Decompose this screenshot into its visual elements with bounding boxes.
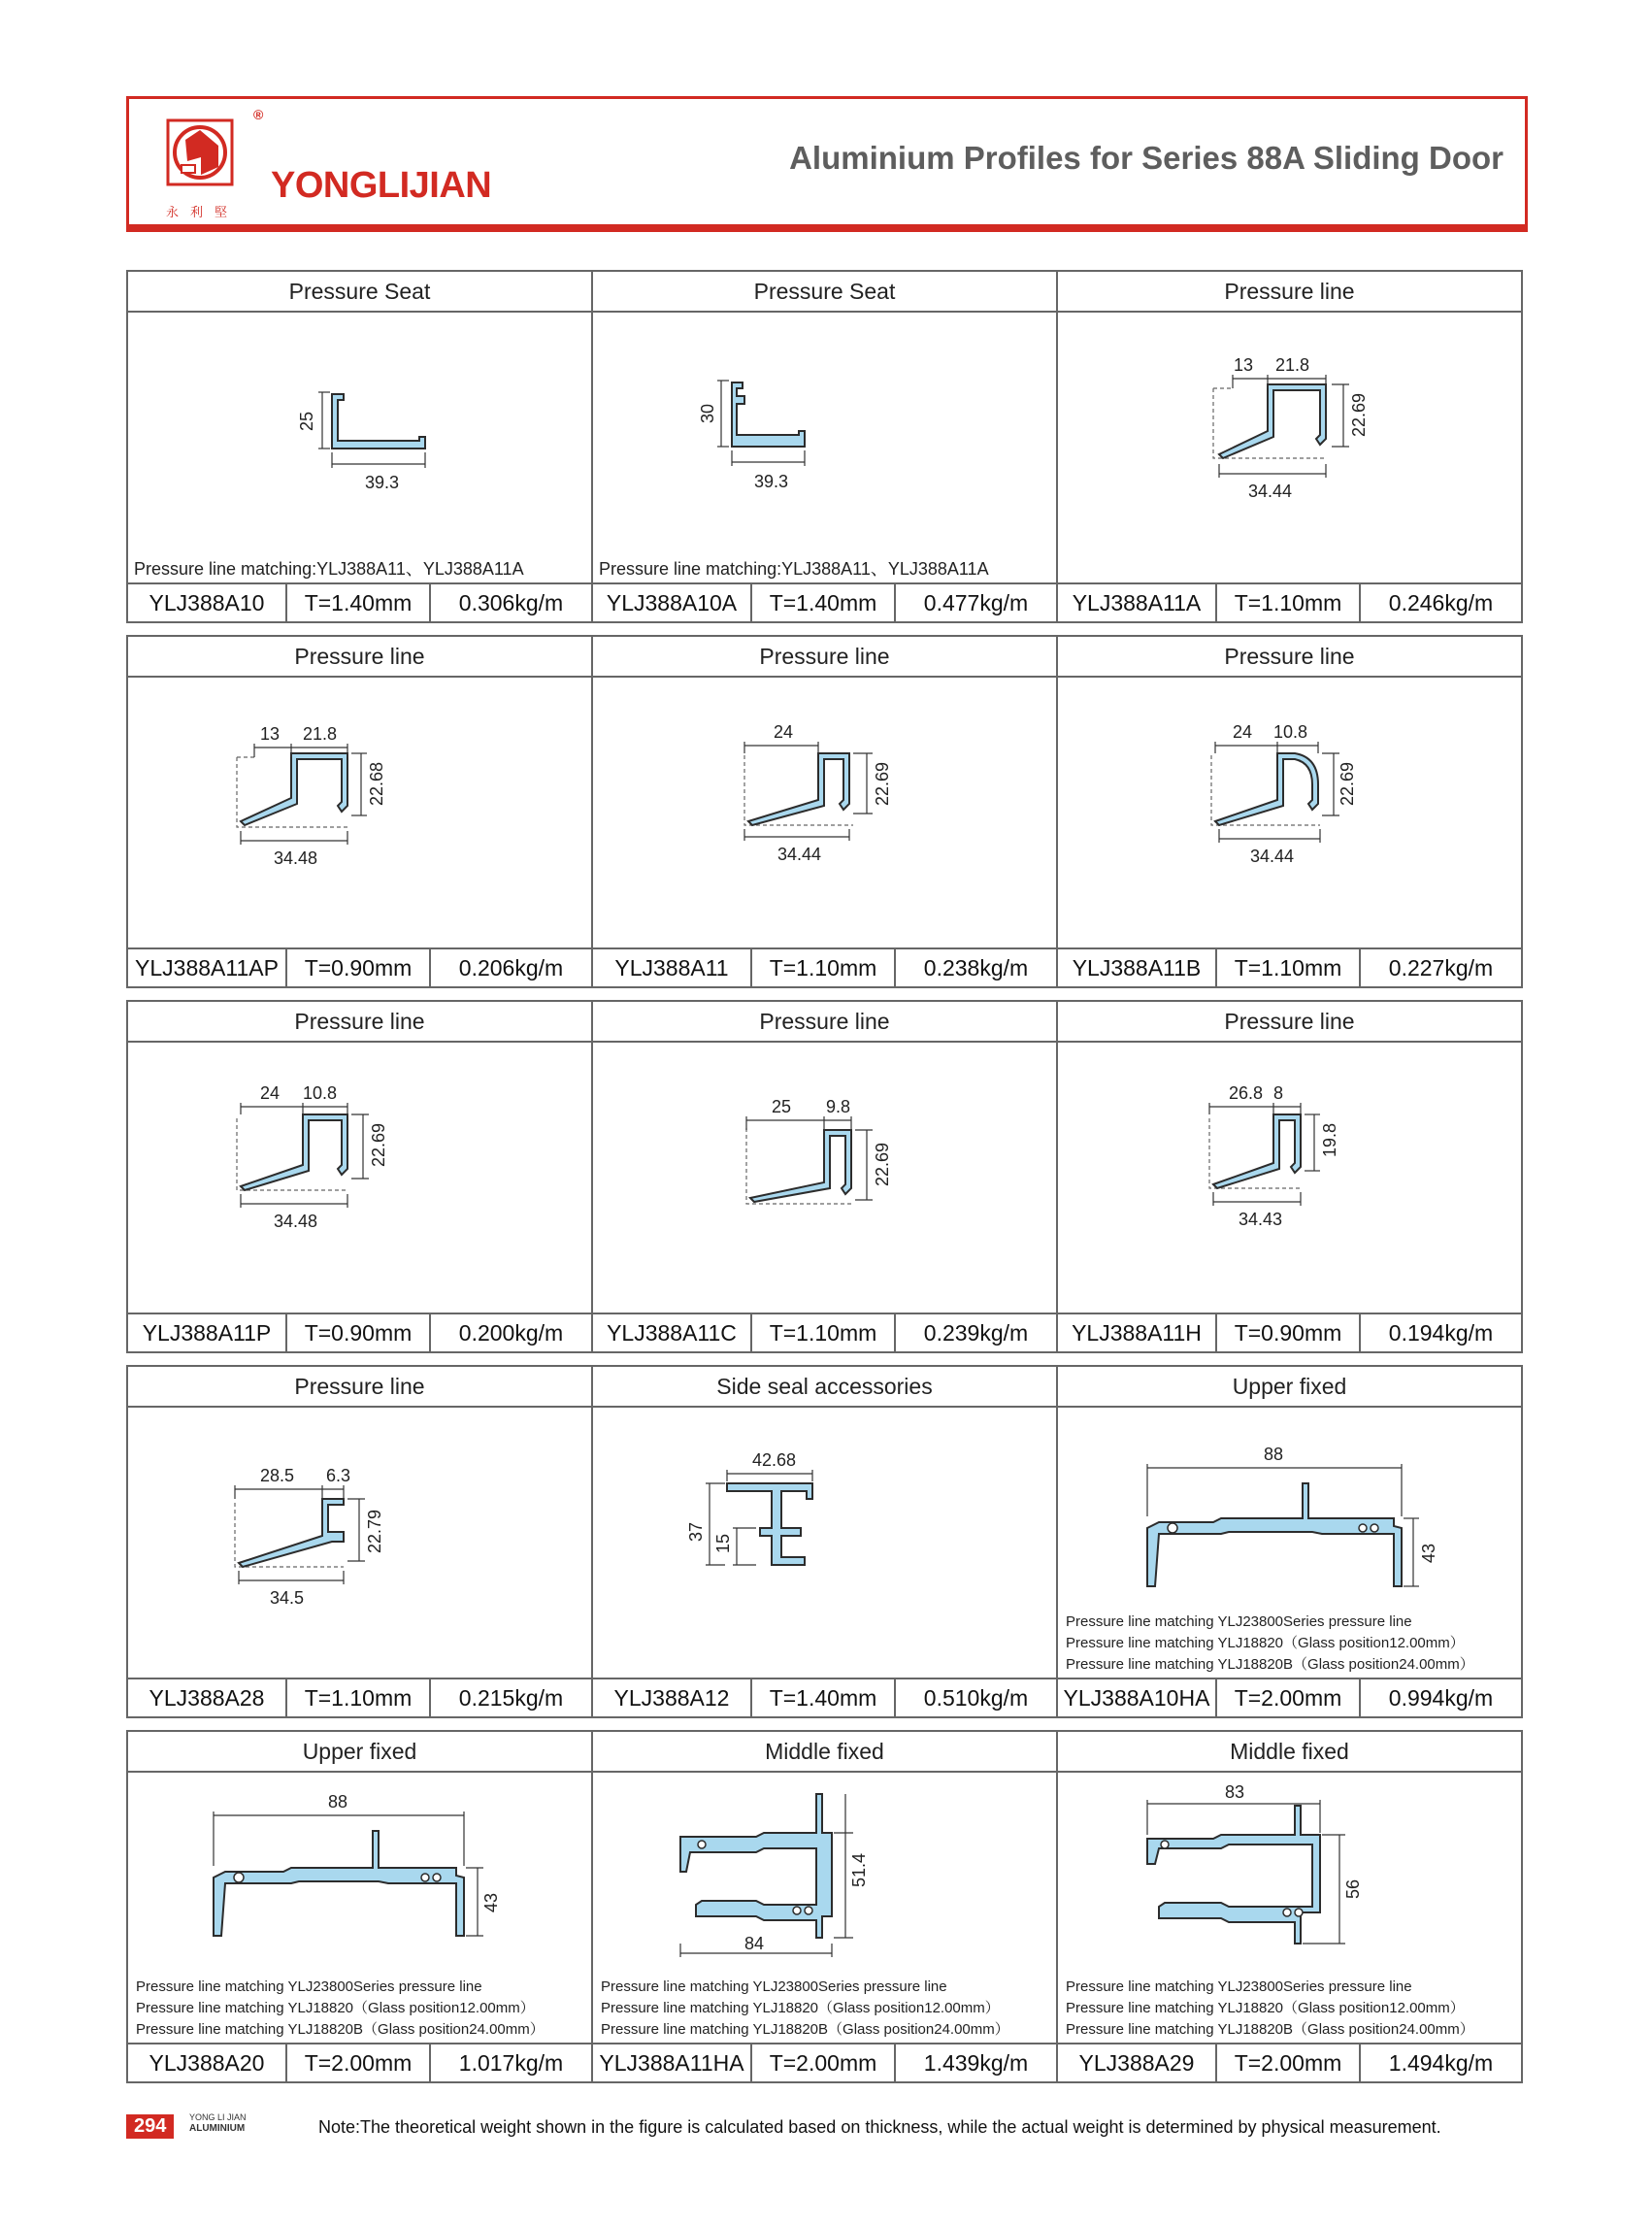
spec-row bbox=[1058, 1678, 1521, 1716]
profile-section-diagram bbox=[593, 1041, 1056, 1316]
unit-weight: 0.510kg/m bbox=[923, 1685, 1029, 1711]
dimension-label: 39.3 bbox=[365, 473, 400, 492]
profile-drawing bbox=[1058, 311, 1521, 586]
matching-notes bbox=[1066, 1612, 1474, 1676]
dimension-label: 37 bbox=[686, 1521, 706, 1542]
dimension-label: 22.79 bbox=[365, 1509, 384, 1553]
profile-caption: Pressure line bbox=[128, 1002, 591, 1043]
dimension-label: 10.8 bbox=[303, 1083, 338, 1103]
dimension-label: 39.3 bbox=[754, 472, 789, 491]
brand-logo-icon bbox=[166, 118, 234, 198]
dimension-label: 43 bbox=[481, 1892, 501, 1912]
dimension-label: 21.8 bbox=[303, 724, 338, 744]
dimension-label: 34.48 bbox=[274, 1212, 318, 1231]
profile-drawing bbox=[128, 1406, 591, 1681]
profile-caption: Middle fixed bbox=[1058, 1732, 1521, 1773]
matching-notes bbox=[601, 1977, 1009, 2041]
unit-weight: 0.194kg/m bbox=[1388, 1320, 1494, 1346]
profile-caption: Pressure Seat bbox=[593, 272, 1056, 313]
spec-row bbox=[593, 582, 1056, 621]
wall-thickness: T=0.90mm bbox=[287, 1314, 431, 1351]
wall-thickness: T=2.00mm bbox=[1217, 2044, 1361, 2081]
wall-thickness: T=2.00mm bbox=[287, 2044, 431, 2081]
dimension-label: 84 bbox=[744, 1934, 765, 1953]
dimension-label: 22.69 bbox=[1349, 392, 1369, 437]
unit-weight: 0.200kg/m bbox=[458, 1320, 564, 1346]
profile-card bbox=[591, 635, 1058, 988]
footer-brand-line: ALUMINIUM bbox=[189, 2123, 246, 2134]
unit-weight: 0.239kg/m bbox=[923, 1320, 1029, 1346]
wall-thickness: T=1.10mm bbox=[1217, 949, 1361, 986]
dimension-label: 22.69 bbox=[873, 1142, 892, 1186]
dimension-label: 9.8 bbox=[826, 1097, 851, 1116]
catalogue-row bbox=[126, 1365, 1528, 1718]
profile-drawing bbox=[128, 676, 591, 951]
profile-drawing bbox=[593, 311, 1056, 586]
dimension-label: 15 bbox=[713, 1533, 733, 1553]
profile-card bbox=[591, 1730, 1058, 2083]
model-code: YLJ388A28 bbox=[128, 1679, 287, 1716]
matching-notes bbox=[136, 1977, 545, 2041]
dimension-label: 34.44 bbox=[1250, 847, 1295, 866]
unit-weight: 1.439kg/m bbox=[923, 2050, 1029, 2076]
dimension-label: 34.5 bbox=[270, 1588, 305, 1608]
profile-card bbox=[126, 1000, 593, 1353]
spec-row bbox=[128, 2043, 591, 2081]
profile-drawing bbox=[128, 1041, 591, 1316]
spec-row bbox=[593, 2043, 1056, 2081]
page-header bbox=[126, 96, 1528, 232]
profile-card bbox=[591, 1365, 1058, 1718]
dimension-label: 34.48 bbox=[274, 848, 318, 868]
brand-name: YONGLIJIAN bbox=[271, 165, 492, 206]
unit-weight: 0.206kg/m bbox=[458, 955, 564, 981]
dimension-label: 34.44 bbox=[1248, 482, 1293, 501]
catalogue-row bbox=[126, 1730, 1528, 2083]
unit-weight: 1.017kg/m bbox=[458, 2050, 564, 2076]
model-code: YLJ388A11 bbox=[593, 949, 752, 986]
profile-drawing bbox=[593, 1406, 1056, 1681]
matching-note: Pressure line matching YLJ18820B（Glass position24.00mm） bbox=[1066, 2021, 1474, 2038]
matching-note: Pressure line matching YLJ23800Series pressure line bbox=[1066, 1613, 1412, 1630]
profile-card bbox=[1056, 635, 1523, 988]
profile-section-diagram bbox=[1058, 311, 1521, 586]
matching-note: Pressure line matching YLJ18820B（Glass position24.00mm） bbox=[601, 2021, 1009, 2038]
dimension-label: 24 bbox=[774, 722, 794, 742]
wall-thickness: T=0.90mm bbox=[287, 949, 431, 986]
dimension-label: 6.3 bbox=[326, 1466, 351, 1485]
wall-thickness: T=1.40mm bbox=[287, 584, 431, 621]
profile-caption: Pressure line bbox=[128, 637, 591, 678]
dimension-label: 34.44 bbox=[777, 845, 822, 864]
wall-thickness: T=2.00mm bbox=[752, 2044, 896, 2081]
wall-thickness: T=2.00mm bbox=[1217, 1679, 1361, 1716]
spec-row bbox=[128, 582, 591, 621]
catalogue-row bbox=[126, 270, 1528, 623]
model-code: YLJ388A10A bbox=[593, 584, 752, 621]
dimension-label: 83 bbox=[1225, 1782, 1245, 1802]
profile-caption: Upper fixed bbox=[1058, 1367, 1521, 1408]
matching-note: Pressure line matching:YLJ388A11、YLJ388A11A bbox=[134, 559, 524, 579]
wall-thickness: T=1.10mm bbox=[1217, 584, 1361, 621]
dimension-label: 10.8 bbox=[1273, 722, 1308, 742]
wall-thickness: T=1.10mm bbox=[752, 949, 896, 986]
matching-note: Pressure line matching YLJ23800Series pressure line bbox=[136, 1978, 482, 1995]
profile-drawing bbox=[128, 311, 591, 586]
model-code: YLJ388A11A bbox=[1058, 584, 1217, 621]
dimension-label: 42.68 bbox=[752, 1450, 797, 1470]
model-code: YLJ388A29 bbox=[1058, 2044, 1217, 2081]
profile-drawing bbox=[1058, 676, 1521, 951]
unit-weight: 0.246kg/m bbox=[1388, 590, 1494, 615]
dimension-label: 13 bbox=[1234, 355, 1254, 375]
page-number: 294 bbox=[126, 2114, 174, 2139]
profile-drawing bbox=[128, 1771, 591, 2046]
profile-drawing bbox=[1058, 1406, 1521, 1681]
wall-thickness: T=1.40mm bbox=[752, 1679, 896, 1716]
profile-section-diagram bbox=[593, 676, 1056, 951]
profile-section-diagram bbox=[128, 676, 591, 951]
matching-note: Pressure line matching YLJ18820B（Glass position24.00mm） bbox=[1066, 1656, 1474, 1673]
profile-section-diagram bbox=[593, 1406, 1056, 1681]
model-code: YLJ388A11P bbox=[128, 1314, 287, 1351]
unit-weight: 1.494kg/m bbox=[1388, 2050, 1494, 2076]
spec-row bbox=[1058, 947, 1521, 986]
unit-weight: 0.238kg/m bbox=[923, 955, 1029, 981]
profile-section-diagram bbox=[128, 311, 591, 586]
spec-row bbox=[1058, 2043, 1521, 2081]
profile-section-diagram bbox=[1058, 1041, 1521, 1316]
unit-weight: 0.215kg/m bbox=[458, 1685, 564, 1711]
profile-card bbox=[1056, 270, 1523, 623]
profile-section-diagram bbox=[128, 1041, 591, 1316]
profile-caption: Pressure line bbox=[593, 1002, 1056, 1043]
spec-row bbox=[593, 1313, 1056, 1351]
model-code: YLJ388A11C bbox=[593, 1314, 752, 1351]
matching-note: Pressure line matching:YLJ388A11、YLJ388A11A bbox=[599, 559, 989, 579]
model-code: YLJ388A11AP bbox=[128, 949, 287, 986]
dimension-label: 24 bbox=[260, 1083, 281, 1103]
profile-caption: Pressure line bbox=[128, 1367, 591, 1408]
spec-row bbox=[1058, 1313, 1521, 1351]
spec-row bbox=[128, 1678, 591, 1716]
model-code: YLJ388A10 bbox=[128, 584, 287, 621]
dimension-label: 22.69 bbox=[369, 1122, 388, 1167]
dimension-label: 88 bbox=[328, 1792, 348, 1812]
spec-row bbox=[593, 1678, 1056, 1716]
dimension-label: 8 bbox=[1273, 1083, 1284, 1103]
spec-row bbox=[128, 947, 591, 986]
matching-note: Pressure line matching YLJ18820B（Glass position24.00mm） bbox=[136, 2021, 545, 2038]
dimension-label: 30 bbox=[698, 403, 717, 423]
footer-brand-line: YONG LI JIAN bbox=[189, 2112, 247, 2122]
model-code: YLJ388A11HA bbox=[593, 2044, 752, 2081]
profile-caption: Pressure Seat bbox=[128, 272, 591, 313]
dimension-label: 21.8 bbox=[1275, 355, 1310, 375]
matching-note: Pressure line matching YLJ23800Series pressure line bbox=[1066, 1978, 1412, 1995]
profile-section-diagram bbox=[128, 1406, 591, 1681]
matching-note: Pressure line matching YLJ18820（Glass position12.00mm） bbox=[601, 2000, 1000, 2016]
matching-note: Pressure line matching YLJ23800Series pressure line bbox=[601, 1978, 947, 1995]
profile-drawing bbox=[1058, 1041, 1521, 1316]
weight-note: Note:The theoretical weight shown in the figure is calculated based on thickness, while the actual weight is determined by physical measurement. bbox=[318, 2117, 1441, 2137]
dimension-label: 43 bbox=[1419, 1543, 1438, 1563]
dimension-label: 51.4 bbox=[849, 1852, 869, 1887]
profile-caption: Pressure line bbox=[1058, 1002, 1521, 1043]
dimension-label: 22.69 bbox=[873, 761, 892, 806]
profile-section-diagram bbox=[1058, 676, 1521, 951]
spec-row bbox=[593, 947, 1056, 986]
brand-name-cn: 永利堅 bbox=[166, 206, 240, 220]
spec-row bbox=[1058, 582, 1521, 621]
wall-thickness: T=0.90mm bbox=[1217, 1314, 1361, 1351]
model-code: YLJ388A11H bbox=[1058, 1314, 1217, 1351]
registered-mark: ® bbox=[253, 107, 264, 122]
profile-card bbox=[591, 1000, 1058, 1353]
dimension-label: 22.69 bbox=[1338, 761, 1357, 806]
catalogue-row bbox=[126, 635, 1528, 988]
model-code: YLJ388A20 bbox=[128, 2044, 287, 2081]
dimension-label: 88 bbox=[1264, 1445, 1284, 1464]
profile-drawing bbox=[593, 1771, 1056, 2046]
dimension-label: 25 bbox=[772, 1097, 792, 1116]
profile-card bbox=[1056, 1365, 1523, 1718]
model-code: YLJ388A10HA bbox=[1058, 1679, 1217, 1716]
dimension-label: 26.8 bbox=[1229, 1083, 1264, 1103]
catalogue-row bbox=[126, 1000, 1528, 1353]
profile-caption: Middle fixed bbox=[593, 1732, 1056, 1773]
profile-caption: Pressure line bbox=[593, 637, 1056, 678]
unit-weight: 0.227kg/m bbox=[1388, 955, 1494, 981]
profile-card bbox=[1056, 1000, 1523, 1353]
spec-row bbox=[128, 1313, 591, 1351]
dimension-label: 22.68 bbox=[367, 761, 386, 806]
profile-caption: Side seal accessories bbox=[593, 1367, 1056, 1408]
matching-note: Pressure line matching YLJ18820（Glass position12.00mm） bbox=[1066, 2000, 1465, 2016]
dimension-label: 24 bbox=[1233, 722, 1253, 742]
profile-card bbox=[126, 1730, 593, 2083]
profile-card bbox=[591, 270, 1058, 623]
dimension-label: 25 bbox=[297, 411, 316, 431]
wall-thickness: T=1.40mm bbox=[752, 584, 896, 621]
footer-brand bbox=[189, 2112, 247, 2134]
profile-card bbox=[126, 270, 593, 623]
profile-card bbox=[126, 1365, 593, 1718]
profile-caption: Pressure line bbox=[1058, 637, 1521, 678]
profile-caption: Pressure line bbox=[1058, 272, 1521, 313]
profile-section-diagram bbox=[593, 311, 1056, 586]
model-code: YLJ388A11B bbox=[1058, 949, 1217, 986]
model-code: YLJ388A12 bbox=[593, 1679, 752, 1716]
matching-note: Pressure line matching YLJ18820（Glass position12.00mm） bbox=[136, 2000, 535, 2016]
profile-drawing bbox=[593, 676, 1056, 951]
dimension-label: 13 bbox=[260, 724, 281, 744]
matching-notes bbox=[1066, 1977, 1474, 2041]
profile-card bbox=[126, 635, 593, 988]
wall-thickness: T=1.10mm bbox=[287, 1679, 431, 1716]
dimension-label: 56 bbox=[1343, 1878, 1363, 1899]
profile-drawing bbox=[593, 1041, 1056, 1316]
matching-note: Pressure line matching YLJ18820（Glass position12.00mm） bbox=[1066, 1635, 1465, 1651]
dimension-label: 34.43 bbox=[1239, 1210, 1283, 1229]
dimension-label: 28.5 bbox=[260, 1466, 295, 1485]
unit-weight: 0.306kg/m bbox=[458, 590, 564, 615]
profile-drawing bbox=[1058, 1771, 1521, 2046]
unit-weight: 0.994kg/m bbox=[1388, 1685, 1494, 1711]
dimension-label: 19.8 bbox=[1320, 1122, 1339, 1157]
wall-thickness: T=1.10mm bbox=[752, 1314, 896, 1351]
page-title: Aluminium Profiles for Series 88A Sliding Door bbox=[789, 140, 1503, 176]
unit-weight: 0.477kg/m bbox=[923, 590, 1029, 615]
profile-card bbox=[1056, 1730, 1523, 2083]
profile-caption: Upper fixed bbox=[128, 1732, 591, 1773]
